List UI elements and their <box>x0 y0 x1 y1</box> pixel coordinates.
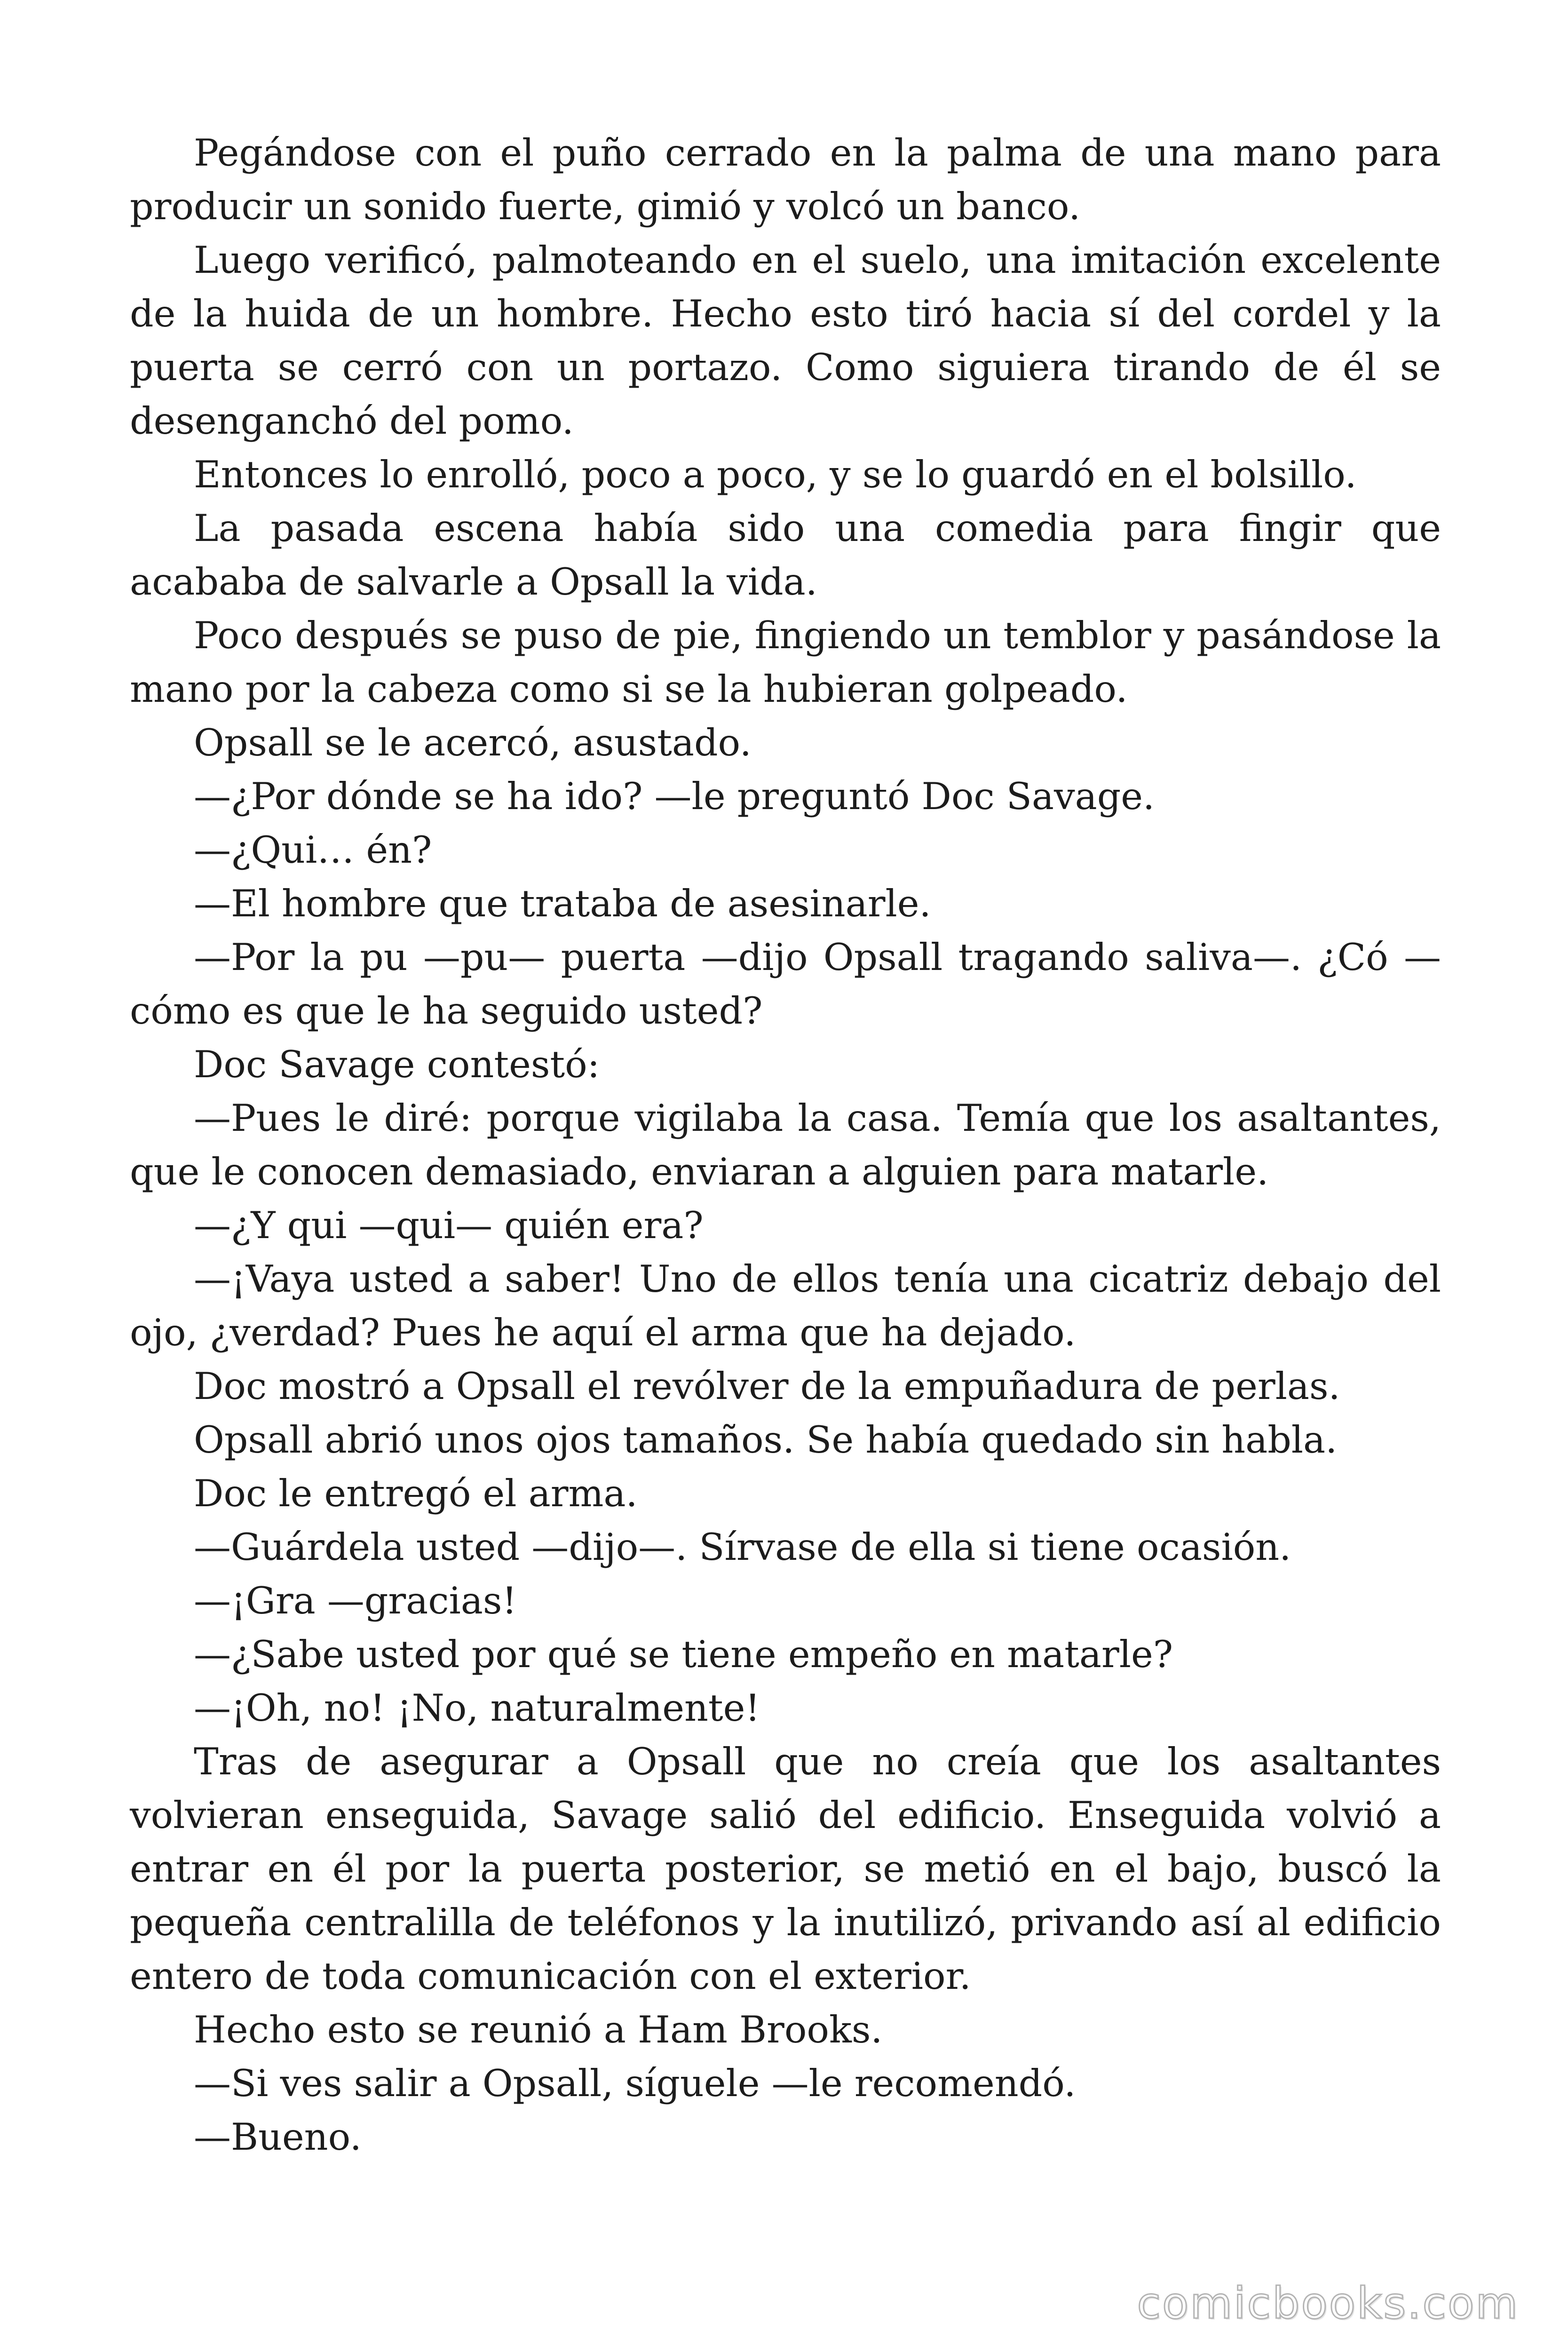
dialogue-line: —¿Sabe usted por qué se tiene empeño en matarle? <box>194 1633 1173 1676</box>
paragraph: Opsall se le acercó, asustado. <box>194 721 752 764</box>
paragraph: La pasada escena había sido una comedia para fingir que acababa de salvarle a Opsall la vida. <box>130 507 1441 604</box>
paragraph: Entonces lo enrolló, poco a poco, y se lo guardó en el bolsillo. <box>194 453 1357 496</box>
paragraph: Luego verificó, palmoteando en el suelo, una imitación excelente de la huida de un hombre. Hecho esto tiró hacia sí del cordel y la puerta se cerró con un portazo. Como siguiera tirando de él se desenganchó del pomo. <box>130 238 1441 443</box>
dialogue-line: —¡Oh, no! ¡No, naturalmente! <box>194 1686 760 1730</box>
dialogue-line: —Pues le diré: porque vigilaba la casa. Temía que los asaltantes, que le conocen demasiado, enviaran a alguien para matarle. <box>130 1097 1441 1193</box>
paragraph: Pegándose con el puño cerrado en la palma de una mano para producir un sonido fuerte, gimió y volcó un banco. <box>130 131 1441 228</box>
dialogue-line: —¿Por dónde se ha ido? —le preguntó Doc Savage. <box>194 775 1155 818</box>
body-text <box>130 126 1441 2164</box>
paragraph: Tras de asegurar a Opsall que no creía que los asaltantes volvieran enseguida, Savage salió del edificio. Enseguida volvió a entrar en él por la puerta posterior, se metió en el bajo, buscó la pequeña centralilla de teléfonos y la inutilizó, privando así al edificio entero de toda comunicación con el exterior. <box>130 1740 1441 1998</box>
dialogue-line: —¡Vaya usted a saber! Uno de ellos tenía una cicatriz debajo del ojo, ¿verdad? Pues he aquí el arma que ha dejado. <box>130 1257 1441 1354</box>
dialogue-line: —¡Gra —gracias! <box>194 1579 517 1622</box>
dialogue-line: —Bueno. <box>194 2115 362 2159</box>
paragraph: Doc Savage contestó: <box>194 1043 600 1086</box>
watermark: comicbooks.com <box>1137 2278 1519 2328</box>
dialogue-line: —Guárdela usted —dijo—. Sírvase de ella si tiene ocasión. <box>194 1526 1291 1569</box>
dialogue-line: —Por la pu —pu— puerta —dijo Opsall tragando saliva—. ¿Có —cómo es que le ha seguido usted? <box>130 936 1441 1033</box>
paragraph: Hecho esto se reunió a Ham Brooks. <box>194 2008 883 2051</box>
paragraph: Doc mostró a Opsall el revólver de la empuñadura de perlas. <box>194 1365 1340 1408</box>
dialogue-line: —El hombre que trataba de asesinarle. <box>194 882 931 925</box>
dialogue-line: —¿Qui… én? <box>194 828 432 872</box>
paragraph: Opsall abrió unos ojos tamaños. Se había quedado sin habla. <box>194 1418 1338 1462</box>
paragraph: Doc le entregó el arma. <box>194 1472 638 1515</box>
paragraph: Poco después se puso de pie, fingiendo un temblor y pasándose la mano por la cabeza como si se la hubieran golpeado. <box>130 614 1441 711</box>
dialogue-line: —Si ves salir a Opsall, síguele —le recomendó. <box>194 2062 1076 2105</box>
dialogue-line: —¿Y qui —qui— quién era? <box>194 1204 704 1247</box>
